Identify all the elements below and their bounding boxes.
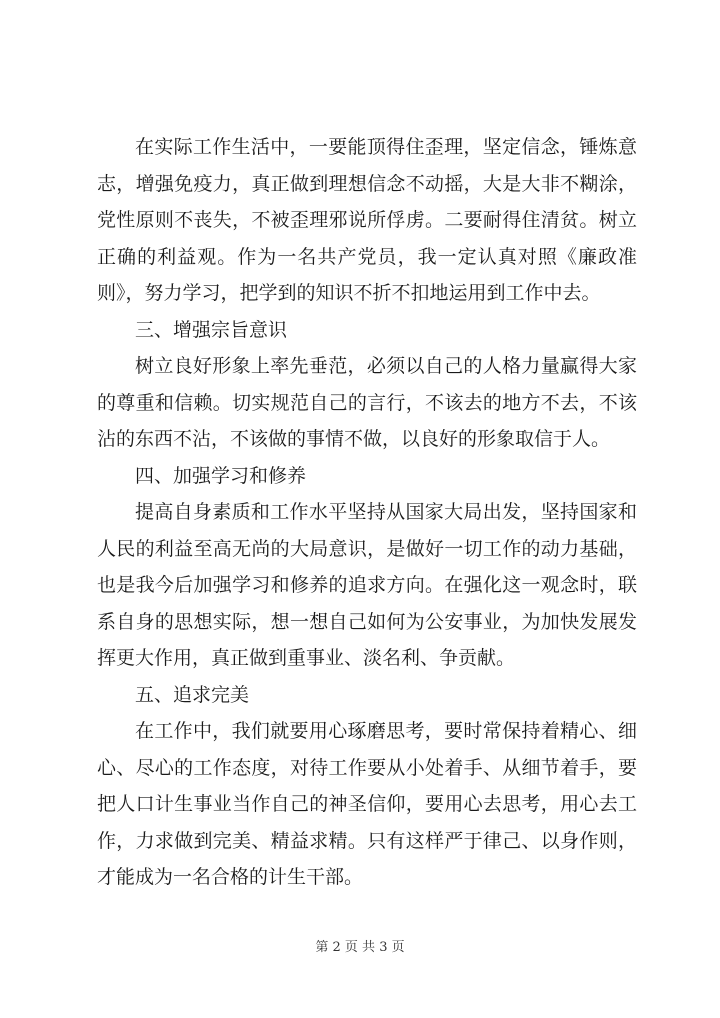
paragraph-line: 人民的利益至高无尚的大局意识，是做好一切工作的动力基础， — [97, 537, 637, 560]
paragraph-first-line: 树立良好形象上率先垂范，必须以自己的人格力量赢得大家 — [135, 355, 637, 377]
paragraph-last-line: 沾的东西不沾，不该做的事情不做，以良好的形象取信于人。 — [97, 428, 611, 450]
paragraph-last-line: 才能成为一名合格的计生干部。 — [97, 866, 364, 888]
paragraph-line: 心、尽心的工作态度，对待工作要从小处着手、从细节着手，要 — [97, 756, 637, 779]
paragraph-line: 也是我今后加强学习和修养的追求方向。在强化这一观念时，联 — [97, 574, 637, 596]
paragraph-last-line: 挥更大作用，真正做到重事业、淡名利、争贡献。 — [97, 647, 516, 669]
page-footer: 第 2 页 共 3 页 — [315, 940, 405, 955]
paragraph-first-line: 提高自身素质和工作水平坚持从国家大局出发，坚持国家和 — [135, 501, 637, 523]
paragraph-first-line: 在实际工作生活中，一要能顶得住歪理，坚定信念，锤炼意 — [135, 136, 637, 158]
paragraph-line: 作，力求做到完美、精益求精。只有这样严于律己、以身作则， — [97, 829, 637, 852]
paragraph-line: 正确的利益观。作为一名共产党员，我一定认真对照《廉政准 — [97, 245, 637, 268]
section-heading: 三、增强宗旨意识 — [135, 318, 288, 341]
paragraph-line: 志，增强免疫力，真正做到理想信念不动摇，大是大非不糊涂， — [97, 172, 637, 195]
paragraph-line: 的尊重和信赖。切实规范自己的言行，不该去的地方不去，不该 — [97, 391, 637, 414]
paragraph-first-line: 在工作中，我们就要用心琢磨思考，要时常保持着精心、细 — [135, 720, 637, 742]
paragraph-line: 党性原则不丧失，不被歪理邪说所俘虏。二要耐得住清贫。树立 — [97, 209, 637, 231]
document-body — [97, 129, 637, 896]
section-heading: 五、追求完美 — [135, 683, 250, 706]
paragraph-last-line: 则》，努力学习，把学到的知识不折不扣地运用到工作中去。 — [97, 282, 601, 304]
paragraph-line: 把人口计生事业当作自己的神圣信仰，要用心去思考，用心去工 — [97, 793, 637, 815]
section-heading: 四、加强学习和修养 — [135, 464, 307, 487]
paragraph-line: 系自身的思想实际，想一想自己如何为公安事业，为加快发展发 — [97, 610, 637, 633]
